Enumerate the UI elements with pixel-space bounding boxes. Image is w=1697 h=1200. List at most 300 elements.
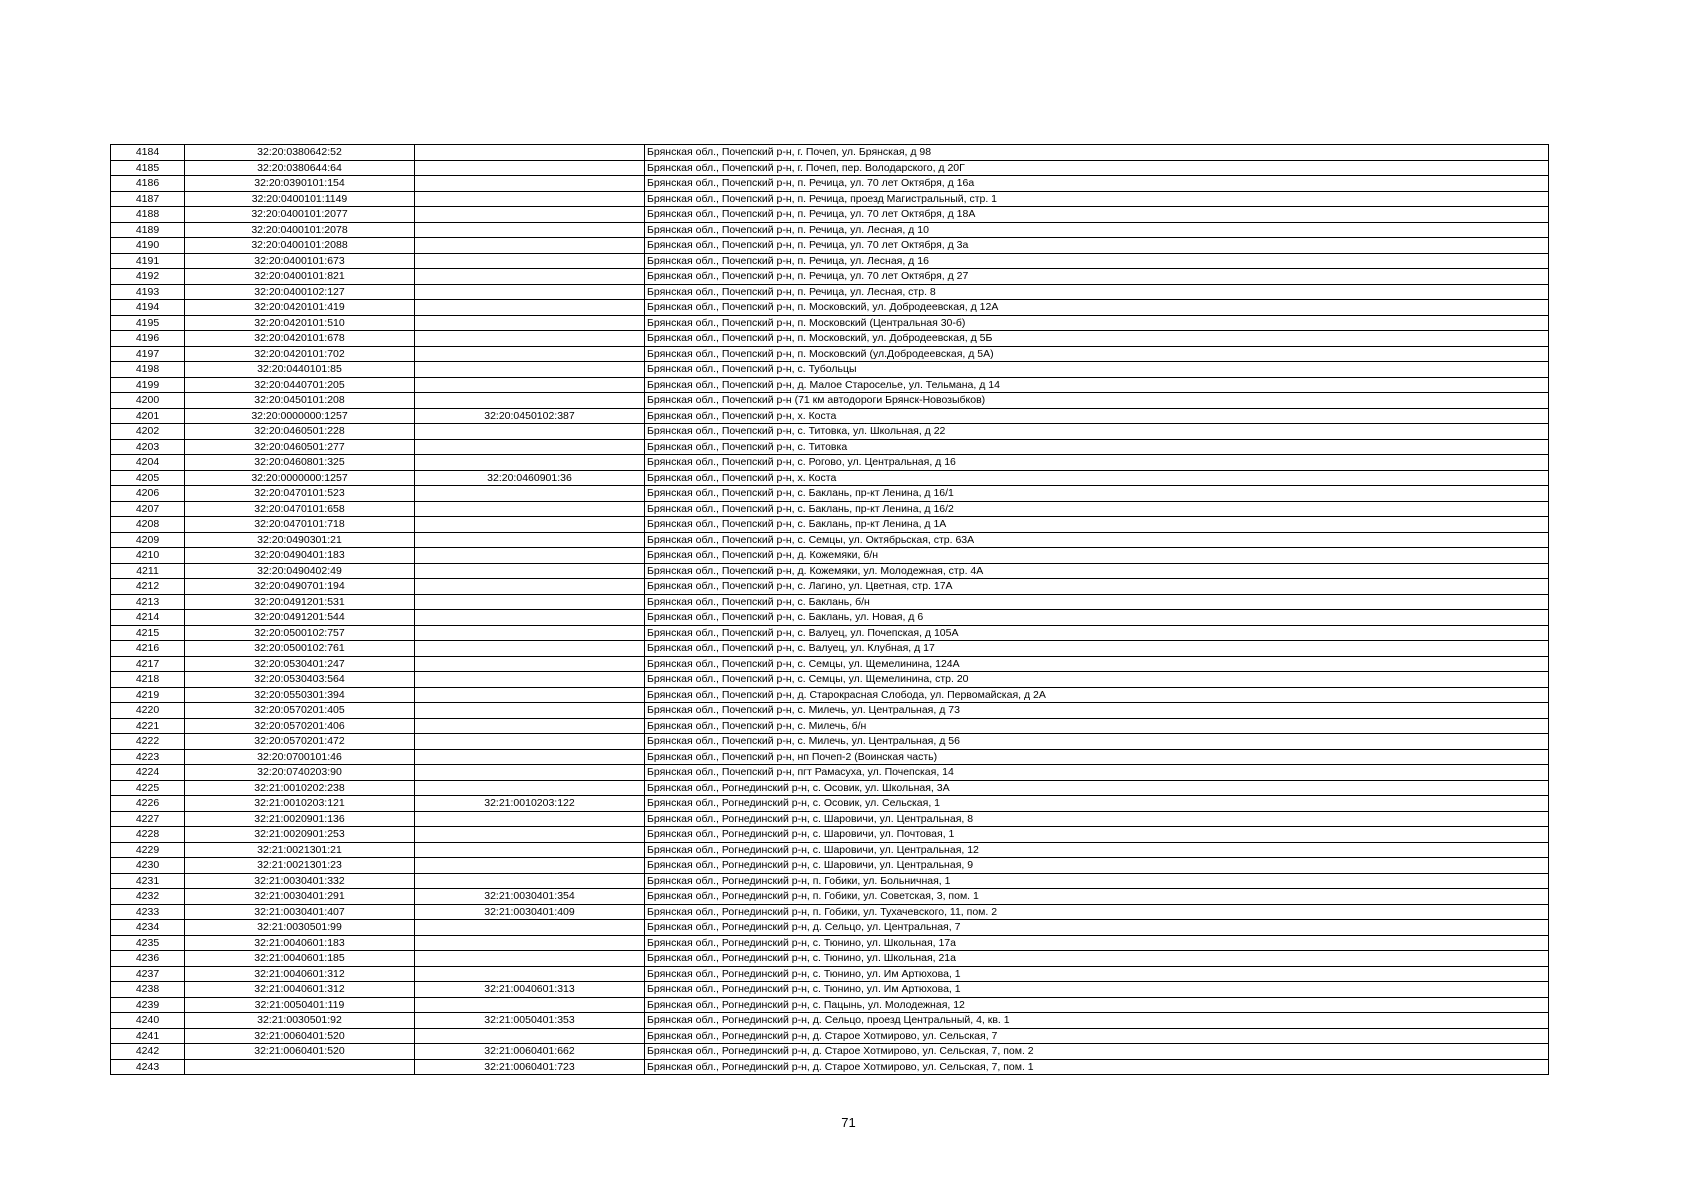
parent-cadastral-number-cell: 32:21:0030401:409	[415, 904, 645, 920]
row-number-cell: 4219	[111, 687, 185, 703]
parent-cadastral-number-cell	[415, 501, 645, 517]
parent-cadastral-number-cell	[415, 145, 645, 161]
table-row	[111, 408, 1549, 424]
parent-cadastral-number-cell	[415, 455, 645, 471]
row-number-cell: 4204	[111, 455, 185, 471]
cadastral-number-cell: 32:20:0490701:194	[185, 579, 415, 595]
row-number-cell: 4226	[111, 796, 185, 812]
address-cell: Брянская обл., Почепский р-н (71 км автодороги Брянск-Новозыбков)	[645, 393, 1549, 409]
parent-cadastral-number-cell	[415, 424, 645, 440]
row-number-cell: 4214	[111, 610, 185, 626]
row-number-cell: 4230	[111, 858, 185, 874]
property-table	[110, 144, 1549, 1075]
table-row	[111, 641, 1549, 657]
cadastral-number-cell: 32:20:0420101:510	[185, 315, 415, 331]
cadastral-number-cell: 32:20:0491201:531	[185, 594, 415, 610]
cadastral-number-cell: 32:20:0000000:1257	[185, 408, 415, 424]
table-row	[111, 811, 1549, 827]
cadastral-number-cell: 32:21:0010203:121	[185, 796, 415, 812]
row-number-cell: 4208	[111, 517, 185, 533]
address-cell: Брянская обл., Рогнединский р-н, д. Старое Хотмирово, ул. Сельская, 7	[645, 1028, 1549, 1044]
table-row	[111, 470, 1549, 486]
parent-cadastral-number-cell: 32:21:0060401:723	[415, 1059, 645, 1075]
address-cell: Брянская обл., Почепский р-н, с. Баклань, пр-кт Ленина, д 16/2	[645, 501, 1549, 517]
table-row	[111, 1044, 1549, 1060]
address-cell: Брянская обл., Почепский р-н, с. Лагино, ул. Цветная, стр. 17А	[645, 579, 1549, 595]
address-cell: Брянская обл., Почепский р-н, п. Речица, ул. Лесная, стр. 8	[645, 284, 1549, 300]
row-number-cell: 4187	[111, 191, 185, 207]
cadastral-number-cell: 32:20:0460801:325	[185, 455, 415, 471]
cadastral-number-cell: 32:20:0400101:2077	[185, 207, 415, 223]
table-row	[111, 703, 1549, 719]
parent-cadastral-number-cell	[415, 858, 645, 874]
address-cell: Брянская обл., Почепский р-н, пгт Рамасуха, ул. Почепская, 14	[645, 765, 1549, 781]
address-cell: Брянская обл., Почепский р-н, с. Валуец, ул. Клубная, д 17	[645, 641, 1549, 657]
row-number-cell: 4236	[111, 951, 185, 967]
table-row	[111, 486, 1549, 502]
parent-cadastral-number-cell	[415, 610, 645, 626]
row-number-cell: 4234	[111, 920, 185, 936]
address-cell: Брянская обл., Рогнединский р-н, с. Тюнино, ул. Школьная, 17а	[645, 935, 1549, 951]
parent-cadastral-number-cell	[415, 439, 645, 455]
row-number-cell: 4231	[111, 873, 185, 889]
table-row	[111, 548, 1549, 564]
row-number-cell: 4237	[111, 966, 185, 982]
address-cell: Брянская обл., Рогнединский р-н, д. Старое Хотмирово, ул. Сельская, 7, пом. 2	[645, 1044, 1549, 1060]
parent-cadastral-number-cell	[415, 718, 645, 734]
row-number-cell: 4185	[111, 160, 185, 176]
table-row	[111, 501, 1549, 517]
parent-cadastral-number-cell	[415, 765, 645, 781]
table-row	[111, 269, 1549, 285]
table-row	[111, 672, 1549, 688]
address-cell: Брянская обл., Почепский р-н, с. Милечь, ул. Центральная, д 73	[645, 703, 1549, 719]
row-number-cell: 4240	[111, 1013, 185, 1029]
cadastral-number-cell: 32:21:0030501:99	[185, 920, 415, 936]
table-row	[111, 517, 1549, 533]
table-row	[111, 176, 1549, 192]
parent-cadastral-number-cell	[415, 951, 645, 967]
parent-cadastral-number-cell	[415, 579, 645, 595]
cadastral-number-cell: 32:20:0490401:183	[185, 548, 415, 564]
table-row	[111, 579, 1549, 595]
row-number-cell: 4232	[111, 889, 185, 905]
parent-cadastral-number-cell	[415, 315, 645, 331]
table-row	[111, 1028, 1549, 1044]
cadastral-number-cell: 32:20:0470101:523	[185, 486, 415, 502]
address-cell: Брянская обл., Почепский р-н, х. Коста	[645, 470, 1549, 486]
cadastral-number-cell: 32:20:0400101:2088	[185, 238, 415, 254]
cadastral-number-cell: 32:21:0060401:520	[185, 1028, 415, 1044]
cadastral-number-cell: 32:20:0500102:757	[185, 625, 415, 641]
cadastral-number-cell: 32:21:0060401:520	[185, 1044, 415, 1060]
cadastral-number-cell: 32:20:0500102:761	[185, 641, 415, 657]
table-row	[111, 997, 1549, 1013]
parent-cadastral-number-cell: 32:20:0450102:387	[415, 408, 645, 424]
cadastral-number-cell: 32:20:0490402:49	[185, 563, 415, 579]
address-cell: Брянская обл., Почепский р-н, с. Титовка, ул. Школьная, д 22	[645, 424, 1549, 440]
address-cell: Брянская обл., Рогнединский р-н, д. Сельцо, ул. Центральная, 7	[645, 920, 1549, 936]
cadastral-number-cell: 32:20:0550301:394	[185, 687, 415, 703]
address-cell: Брянская обл., Рогнединский р-н, п. Гобики, ул. Больничная, 1	[645, 873, 1549, 889]
row-number-cell: 4241	[111, 1028, 185, 1044]
parent-cadastral-number-cell	[415, 656, 645, 672]
table-row	[111, 625, 1549, 641]
table-row	[111, 873, 1549, 889]
row-number-cell: 4199	[111, 377, 185, 393]
parent-cadastral-number-cell	[415, 346, 645, 362]
parent-cadastral-number-cell	[415, 687, 645, 703]
table-row	[111, 687, 1549, 703]
address-cell: Брянская обл., Почепский р-н, д. Кожемяки, ул. Молодежная, стр. 4А	[645, 563, 1549, 579]
table-row	[111, 765, 1549, 781]
row-number-cell: 4218	[111, 672, 185, 688]
cadastral-number-cell: 32:20:0570201:405	[185, 703, 415, 719]
address-cell: Брянская обл., Почепский р-н, п. Речица, ул. Лесная, д 16	[645, 253, 1549, 269]
row-number-cell: 4184	[111, 145, 185, 161]
table-row	[111, 718, 1549, 734]
cadastral-number-cell	[185, 1059, 415, 1075]
table-row	[111, 1013, 1549, 1029]
row-number-cell: 4220	[111, 703, 185, 719]
cadastral-number-cell: 32:20:0530401:247	[185, 656, 415, 672]
row-number-cell: 4197	[111, 346, 185, 362]
address-cell: Брянская обл., Рогнединский р-н, д. Старое Хотмирово, ул. Сельская, 7, пом. 1	[645, 1059, 1549, 1075]
parent-cadastral-number-cell	[415, 331, 645, 347]
address-cell: Брянская обл., Почепский р-н, п. Речица, ул. 70 лет Октября, д 16а	[645, 176, 1549, 192]
row-number-cell: 4242	[111, 1044, 185, 1060]
parent-cadastral-number-cell	[415, 238, 645, 254]
address-cell: Брянская обл., Почепский р-н, д. Кожемяки, б/н	[645, 548, 1549, 564]
address-cell: Брянская обл., Почепский р-н, с. Баклань, ул. Новая, д 6	[645, 610, 1549, 626]
address-cell: Брянская обл., Рогнединский р-н, с. Осовик, ул. Сельская, 1	[645, 796, 1549, 812]
table-row	[111, 780, 1549, 796]
cadastral-number-cell: 32:21:0030401:332	[185, 873, 415, 889]
address-cell: Брянская обл., Почепский р-н, г. Почеп, ул. Брянская, д 98	[645, 145, 1549, 161]
parent-cadastral-number-cell	[415, 191, 645, 207]
address-cell: Брянская обл., Почепский р-н, с. Семцы, ул. Щемелинина, стр. 20	[645, 672, 1549, 688]
row-number-cell: 4206	[111, 486, 185, 502]
address-cell: Брянская обл., Рогнединский р-н, с. Тюнино, ул. Им Артюхова, 1	[645, 966, 1549, 982]
parent-cadastral-number-cell	[415, 160, 645, 176]
row-number-cell: 4188	[111, 207, 185, 223]
table-row	[111, 532, 1549, 548]
row-number-cell: 4193	[111, 284, 185, 300]
row-number-cell: 4217	[111, 656, 185, 672]
address-cell: Брянская обл., Почепский р-н, д. Малое Староселье, ул. Тельмана, д 14	[645, 377, 1549, 393]
row-number-cell: 4195	[111, 315, 185, 331]
address-cell: Брянская обл., Рогнединский р-н, с. Шаровичи, ул. Центральная, 12	[645, 842, 1549, 858]
row-number-cell: 4191	[111, 253, 185, 269]
row-number-cell: 4211	[111, 563, 185, 579]
address-cell: Брянская обл., Почепский р-н, с. Рогово, ул. Центральная, д 16	[645, 455, 1549, 471]
cadastral-number-cell: 32:21:0050401:119	[185, 997, 415, 1013]
row-number-cell: 4192	[111, 269, 185, 285]
table-row	[111, 982, 1549, 998]
row-number-cell: 4243	[111, 1059, 185, 1075]
parent-cadastral-number-cell	[415, 672, 645, 688]
address-cell: Брянская обл., Почепский р-н, с. Баклань, б/н	[645, 594, 1549, 610]
table-row	[111, 1059, 1549, 1075]
cadastral-number-cell: 32:21:0040601:312	[185, 982, 415, 998]
address-cell: Брянская обл., Почепский р-н, с. Баклань, пр-кт Ленина, д 1А	[645, 517, 1549, 533]
parent-cadastral-number-cell	[415, 362, 645, 378]
address-cell: Брянская обл., Почепский р-н, п. Речица, ул. 70 лет Октября, д 27	[645, 269, 1549, 285]
cadastral-number-cell: 32:20:0380642:52	[185, 145, 415, 161]
table-row	[111, 191, 1549, 207]
parent-cadastral-number-cell: 32:21:0050401:353	[415, 1013, 645, 1029]
property-table-body	[111, 145, 1549, 1075]
cadastral-number-cell: 32:21:0020901:136	[185, 811, 415, 827]
cadastral-number-cell: 32:20:0400101:821	[185, 269, 415, 285]
table-row	[111, 935, 1549, 951]
row-number-cell: 4209	[111, 532, 185, 548]
row-number-cell: 4233	[111, 904, 185, 920]
parent-cadastral-number-cell	[415, 842, 645, 858]
cadastral-number-cell: 32:20:0420101:419	[185, 300, 415, 316]
address-cell: Брянская обл., Почепский р-н, с. Семцы, ул. Щемелинина, 124А	[645, 656, 1549, 672]
address-cell: Брянская обл., Почепский р-н, нп Почеп-2 (Воинская часть)	[645, 749, 1549, 765]
row-number-cell: 4201	[111, 408, 185, 424]
address-cell: Брянская обл., Почепский р-н, п. Речица, ул. 70 лет Октября, д 3а	[645, 238, 1549, 254]
cadastral-number-cell: 32:20:0420101:702	[185, 346, 415, 362]
row-number-cell: 4210	[111, 548, 185, 564]
parent-cadastral-number-cell	[415, 377, 645, 393]
table-row	[111, 238, 1549, 254]
row-number-cell: 4200	[111, 393, 185, 409]
cadastral-number-cell: 32:20:0390101:154	[185, 176, 415, 192]
row-number-cell: 4221	[111, 718, 185, 734]
cadastral-number-cell: 32:20:0400101:1149	[185, 191, 415, 207]
cadastral-number-cell: 32:20:0460501:228	[185, 424, 415, 440]
cadastral-number-cell: 32:20:0570201:472	[185, 734, 415, 750]
cadastral-number-cell: 32:21:0030401:291	[185, 889, 415, 905]
address-cell: Брянская обл., Рогнединский р-н, п. Гобики, ул. Тухачевского, 11, пом. 2	[645, 904, 1549, 920]
address-cell: Брянская обл., Почепский р-н, с. Милечь, б/н	[645, 718, 1549, 734]
table-row	[111, 796, 1549, 812]
table-row	[111, 315, 1549, 331]
parent-cadastral-number-cell	[415, 920, 645, 936]
table-row	[111, 749, 1549, 765]
cadastral-number-cell: 32:21:0030501:92	[185, 1013, 415, 1029]
address-cell: Брянская обл., Почепский р-н, с. Милечь, ул. Центральная, д 56	[645, 734, 1549, 750]
address-cell: Брянская обл., Почепский р-н, с. Баклань, пр-кт Ленина, д 16/1	[645, 486, 1549, 502]
page-number: 71	[841, 1115, 856, 1130]
cadastral-number-cell: 32:20:0490301:21	[185, 532, 415, 548]
table-row	[111, 346, 1549, 362]
parent-cadastral-number-cell	[415, 222, 645, 238]
cadastral-number-cell: 32:21:0040601:183	[185, 935, 415, 951]
cadastral-number-cell: 32:20:0470101:718	[185, 517, 415, 533]
table-row	[111, 424, 1549, 440]
cadastral-number-cell: 32:21:0040601:185	[185, 951, 415, 967]
table-row	[111, 734, 1549, 750]
parent-cadastral-number-cell	[415, 997, 645, 1013]
table-row	[111, 656, 1549, 672]
table-row	[111, 966, 1549, 982]
address-cell: Брянская обл., Почепский р-н, п. Московский (Центральная 30-б)	[645, 315, 1549, 331]
row-number-cell: 4198	[111, 362, 185, 378]
row-number-cell: 4196	[111, 331, 185, 347]
table-row	[111, 827, 1549, 843]
table-row	[111, 207, 1549, 223]
address-cell: Брянская обл., Почепский р-н, х. Коста	[645, 408, 1549, 424]
table-row	[111, 858, 1549, 874]
table-row	[111, 377, 1549, 393]
cadastral-number-cell: 32:20:0700101:46	[185, 749, 415, 765]
table-row	[111, 284, 1549, 300]
parent-cadastral-number-cell: 32:20:0460901:36	[415, 470, 645, 486]
row-number-cell: 4239	[111, 997, 185, 1013]
table-row	[111, 563, 1549, 579]
cadastral-number-cell: 32:20:0400101:2078	[185, 222, 415, 238]
table-row	[111, 842, 1549, 858]
row-number-cell: 4216	[111, 641, 185, 657]
parent-cadastral-number-cell	[415, 935, 645, 951]
row-number-cell: 4207	[111, 501, 185, 517]
row-number-cell: 4229	[111, 842, 185, 858]
parent-cadastral-number-cell	[415, 749, 645, 765]
cadastral-number-cell: 32:21:0021301:21	[185, 842, 415, 858]
table-row	[111, 300, 1549, 316]
cadastral-number-cell: 32:20:0420101:678	[185, 331, 415, 347]
row-number-cell: 4203	[111, 439, 185, 455]
table-row	[111, 610, 1549, 626]
cadastral-number-cell: 32:20:0400102:127	[185, 284, 415, 300]
parent-cadastral-number-cell	[415, 625, 645, 641]
cadastral-number-cell: 32:20:0470101:658	[185, 501, 415, 517]
row-number-cell: 4205	[111, 470, 185, 486]
parent-cadastral-number-cell	[415, 641, 645, 657]
row-number-cell: 4186	[111, 176, 185, 192]
parent-cadastral-number-cell	[415, 734, 645, 750]
address-cell: Брянская обл., Рогнединский р-н, с. Шаровичи, ул. Центральная, 8	[645, 811, 1549, 827]
cadastral-number-cell: 32:20:0440101:85	[185, 362, 415, 378]
address-cell: Брянская обл., Почепский р-н, п. Речица, ул. 70 лет Октября, д 18А	[645, 207, 1549, 223]
row-number-cell: 4223	[111, 749, 185, 765]
address-cell: Брянская обл., Почепский р-н, с. Валуец, ул. Почепская, д 105А	[645, 625, 1549, 641]
parent-cadastral-number-cell	[415, 207, 645, 223]
parent-cadastral-number-cell	[415, 703, 645, 719]
cadastral-number-cell: 32:20:0380644:64	[185, 160, 415, 176]
table-row	[111, 904, 1549, 920]
row-number-cell: 4227	[111, 811, 185, 827]
address-cell: Брянская обл., Почепский р-н, п. Речица, проезд Магистральный, стр. 1	[645, 191, 1549, 207]
address-cell: Брянская обл., Почепский р-н, г. Почеп, пер. Володарского, д 20Г	[645, 160, 1549, 176]
address-cell: Брянская обл., Рогнединский р-н, с. Шаровичи, ул. Центральная, 9	[645, 858, 1549, 874]
table-row	[111, 331, 1549, 347]
parent-cadastral-number-cell	[415, 563, 645, 579]
row-number-cell: 4194	[111, 300, 185, 316]
address-cell: Брянская обл., Рогнединский р-н, д. Сельцо, проезд Центральный, 4, кв. 1	[645, 1013, 1549, 1029]
address-cell: Брянская обл., Рогнединский р-н, с. Шаровичи, ул. Почтовая, 1	[645, 827, 1549, 843]
address-cell: Брянская обл., Почепский р-н, п. Московский, ул. Добродеевская, д 12А	[645, 300, 1549, 316]
cadastral-number-cell: 32:20:0491201:544	[185, 610, 415, 626]
row-number-cell: 4228	[111, 827, 185, 843]
row-number-cell: 4215	[111, 625, 185, 641]
cadastral-number-cell: 32:20:0460501:277	[185, 439, 415, 455]
table-row	[111, 362, 1549, 378]
table-row	[111, 253, 1549, 269]
address-cell: Брянская обл., Почепский р-н, с. Титовка	[645, 439, 1549, 455]
address-cell: Брянская обл., Рогнединский р-н, с. Пацынь, ул. Молодежная, 12	[645, 997, 1549, 1013]
address-cell: Брянская обл., Рогнединский р-н, п. Гобики, ул. Советская, 3, пом. 1	[645, 889, 1549, 905]
cadastral-number-cell: 32:20:0000000:1257	[185, 470, 415, 486]
address-cell: Брянская обл., Почепский р-н, д. Старокрасная Слобода, ул. Первомайская, д 2А	[645, 687, 1549, 703]
address-cell: Брянская обл., Почепский р-н, п. Московский, ул. Добродеевская, д 5Б	[645, 331, 1549, 347]
address-cell: Брянская обл., Почепский р-н, п. Речица, ул. Лесная, д 10	[645, 222, 1549, 238]
cadastral-number-cell: 32:20:0400101:673	[185, 253, 415, 269]
table-row	[111, 889, 1549, 905]
row-number-cell: 4202	[111, 424, 185, 440]
parent-cadastral-number-cell: 32:21:0060401:662	[415, 1044, 645, 1060]
parent-cadastral-number-cell	[415, 176, 645, 192]
cadastral-number-cell: 32:21:0020901:253	[185, 827, 415, 843]
parent-cadastral-number-cell: 32:21:0030401:354	[415, 889, 645, 905]
parent-cadastral-number-cell	[415, 486, 645, 502]
address-cell: Брянская обл., Рогнединский р-н, с. Тюнино, ул. Им Артюхова, 1	[645, 982, 1549, 998]
parent-cadastral-number-cell	[415, 517, 645, 533]
address-cell: Брянская обл., Рогнединский р-н, с. Тюнино, ул. Школьная, 21а	[645, 951, 1549, 967]
parent-cadastral-number-cell	[415, 269, 645, 285]
row-number-cell: 4235	[111, 935, 185, 951]
cadastral-number-cell: 32:20:0570201:406	[185, 718, 415, 734]
parent-cadastral-number-cell	[415, 811, 645, 827]
parent-cadastral-number-cell	[415, 873, 645, 889]
parent-cadastral-number-cell: 32:21:0040601:313	[415, 982, 645, 998]
cadastral-number-cell: 32:20:0530403:564	[185, 672, 415, 688]
address-cell: Брянская обл., Почепский р-н, с. Семцы, ул. Октябрьская, стр. 63А	[645, 532, 1549, 548]
parent-cadastral-number-cell	[415, 780, 645, 796]
parent-cadastral-number-cell: 32:21:0010203:122	[415, 796, 645, 812]
row-number-cell: 4212	[111, 579, 185, 595]
table-row	[111, 439, 1549, 455]
row-number-cell: 4225	[111, 780, 185, 796]
cadastral-number-cell: 32:21:0040601:312	[185, 966, 415, 982]
parent-cadastral-number-cell	[415, 300, 645, 316]
row-number-cell: 4222	[111, 734, 185, 750]
cadastral-number-cell: 32:20:0440701:205	[185, 377, 415, 393]
parent-cadastral-number-cell	[415, 253, 645, 269]
cadastral-number-cell: 32:20:0450101:208	[185, 393, 415, 409]
row-number-cell: 4190	[111, 238, 185, 254]
cadastral-number-cell: 32:21:0030401:407	[185, 904, 415, 920]
table-row	[111, 222, 1549, 238]
cadastral-number-cell: 32:21:0010202:238	[185, 780, 415, 796]
parent-cadastral-number-cell	[415, 548, 645, 564]
parent-cadastral-number-cell	[415, 966, 645, 982]
table-row	[111, 594, 1549, 610]
parent-cadastral-number-cell	[415, 532, 645, 548]
row-number-cell: 4238	[111, 982, 185, 998]
table-row	[111, 145, 1549, 161]
row-number-cell: 4213	[111, 594, 185, 610]
cadastral-number-cell: 32:21:0021301:23	[185, 858, 415, 874]
address-cell: Брянская обл., Почепский р-н, с. Тубольцы	[645, 362, 1549, 378]
table-row	[111, 920, 1549, 936]
parent-cadastral-number-cell	[415, 827, 645, 843]
address-cell: Брянская обл., Рогнединский р-н, с. Осовик, ул. Школьная, 3А	[645, 780, 1549, 796]
row-number-cell: 4189	[111, 222, 185, 238]
row-number-cell: 4224	[111, 765, 185, 781]
parent-cadastral-number-cell	[415, 284, 645, 300]
table-row	[111, 455, 1549, 471]
parent-cadastral-number-cell	[415, 594, 645, 610]
cadastral-number-cell: 32:20:0740203:90	[185, 765, 415, 781]
table-row	[111, 160, 1549, 176]
address-cell: Брянская обл., Почепский р-н, п. Московский (ул.Добродеевская, д 5А)	[645, 346, 1549, 362]
table-row	[111, 951, 1549, 967]
